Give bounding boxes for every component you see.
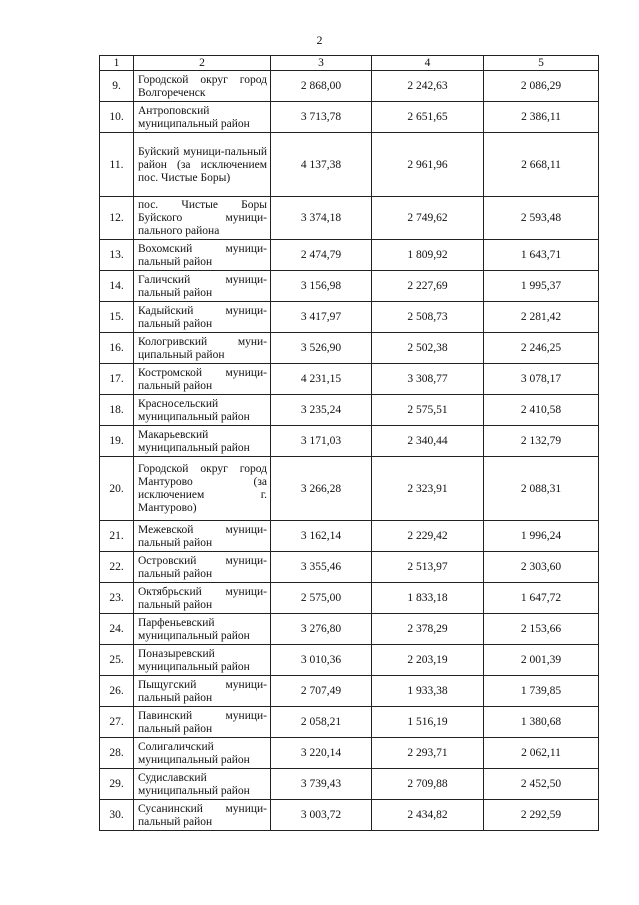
table-row	[100, 521, 599, 552]
value-col5: 2 410,58	[484, 395, 599, 426]
value-col3: 3 003,72	[271, 800, 372, 831]
district-name: Галичский муници-пальный район	[134, 271, 271, 302]
value-col5: 2 452,50	[484, 769, 599, 800]
row-number: 25.	[100, 645, 134, 676]
value-col4: 2 575,51	[372, 395, 484, 426]
value-col3: 3 220,14	[271, 738, 372, 769]
row-number: 24.	[100, 614, 134, 645]
row-number: 27.	[100, 707, 134, 738]
value-col5: 2 668,11	[484, 133, 599, 197]
row-number: 13.	[100, 240, 134, 271]
row-number: 12.	[100, 197, 134, 240]
district-name: Островский муници-пальный район	[134, 552, 271, 583]
district-name: Кадыйский муници-пальный район	[134, 302, 271, 333]
value-col5: 2 292,59	[484, 800, 599, 831]
value-col5: 3 078,17	[484, 364, 599, 395]
district-name: Макарьевский муниципальный район	[134, 426, 271, 457]
table-row	[100, 395, 599, 426]
table-row	[100, 364, 599, 395]
value-col4: 2 502,38	[372, 333, 484, 364]
value-col5: 2 386,11	[484, 102, 599, 133]
value-col5: 2 062,11	[484, 738, 599, 769]
row-number: 11.	[100, 133, 134, 197]
value-col5: 1 995,37	[484, 271, 599, 302]
header-cell: 1	[100, 56, 134, 71]
value-col4: 1 933,38	[372, 676, 484, 707]
value-col4: 2 323,91	[372, 457, 484, 521]
value-col3: 2 707,49	[271, 676, 372, 707]
table-row	[100, 552, 599, 583]
value-col5: 2 303,60	[484, 552, 599, 583]
value-col3: 2 868,00	[271, 71, 372, 102]
value-col3: 2 474,79	[271, 240, 372, 271]
value-col3: 3 276,80	[271, 614, 372, 645]
row-number: 18.	[100, 395, 134, 426]
header-cell: 5	[484, 56, 599, 71]
row-number: 9.	[100, 71, 134, 102]
value-col3: 2 575,00	[271, 583, 372, 614]
value-col5: 2 593,48	[484, 197, 599, 240]
row-number: 16.	[100, 333, 134, 364]
district-name: Кологривский муни-ципальный район	[134, 333, 271, 364]
value-col3: 3 355,46	[271, 552, 372, 583]
value-col3: 3 417,97	[271, 302, 372, 333]
row-number: 15.	[100, 302, 134, 333]
value-col4: 2 378,29	[372, 614, 484, 645]
value-col4: 1 833,18	[372, 583, 484, 614]
header-cell: 3	[271, 56, 372, 71]
row-number: 30.	[100, 800, 134, 831]
district-name: Вохомский муници-пальный район	[134, 240, 271, 271]
row-number: 22.	[100, 552, 134, 583]
value-col4: 2 293,71	[372, 738, 484, 769]
value-col3: 3 739,43	[271, 769, 372, 800]
row-number: 23.	[100, 583, 134, 614]
value-col3: 3 162,14	[271, 521, 372, 552]
tariff-table	[99, 55, 599, 831]
value-col4: 2 340,44	[372, 426, 484, 457]
value-col4: 2 227,69	[372, 271, 484, 302]
row-number: 19.	[100, 426, 134, 457]
row-number: 10.	[100, 102, 134, 133]
table-body	[100, 56, 599, 831]
table-row	[100, 271, 599, 302]
value-col4: 1 809,92	[372, 240, 484, 271]
value-col3: 4 231,15	[271, 364, 372, 395]
value-col5: 2 001,39	[484, 645, 599, 676]
row-number: 14.	[100, 271, 134, 302]
page-number: 2	[316, 33, 323, 47]
value-col5: 1 643,71	[484, 240, 599, 271]
table-row	[100, 645, 599, 676]
value-col5: 1 996,24	[484, 521, 599, 552]
value-col5: 1 380,68	[484, 707, 599, 738]
value-col3: 3 266,28	[271, 457, 372, 521]
table-row	[100, 800, 599, 831]
header-cell: 2	[134, 56, 271, 71]
value-col3: 2 058,21	[271, 707, 372, 738]
table-row	[100, 583, 599, 614]
district-name: Октябрьский муници-пальный район	[134, 583, 271, 614]
value-col4: 2 242,63	[372, 71, 484, 102]
row-number: 26.	[100, 676, 134, 707]
district-name: Судиславский муниципальный район	[134, 769, 271, 800]
value-col3: 3 374,18	[271, 197, 372, 240]
table-row	[100, 197, 599, 240]
table-row	[100, 676, 599, 707]
table-row	[100, 769, 599, 800]
value-col4: 2 961,96	[372, 133, 484, 197]
table-row	[100, 240, 599, 271]
district-name: Парфеньевский муниципальный район	[134, 614, 271, 645]
district-name: Городской округ город Мантурово (за исключением г. Мантурово)	[134, 457, 271, 521]
table-row	[100, 738, 599, 769]
district-name: Антроповский муниципальный район	[134, 102, 271, 133]
table-row	[100, 426, 599, 457]
value-col3: 3 010,36	[271, 645, 372, 676]
table-row	[100, 457, 599, 521]
district-name: Павинский муници-пальный район	[134, 707, 271, 738]
value-col5: 2 132,79	[484, 426, 599, 457]
table-row	[100, 133, 599, 197]
value-col4: 2 651,65	[372, 102, 484, 133]
district-name: Красносельский муниципальный район	[134, 395, 271, 426]
value-col3: 3 235,24	[271, 395, 372, 426]
table-row	[100, 102, 599, 133]
table-row	[100, 707, 599, 738]
header-cell: 4	[372, 56, 484, 71]
value-col4: 3 308,77	[372, 364, 484, 395]
value-col4: 2 749,62	[372, 197, 484, 240]
value-col4: 1 516,19	[372, 707, 484, 738]
district-name: пос. Чистые Боры Буйского муници-пального района	[134, 197, 271, 240]
row-number: 21.	[100, 521, 134, 552]
value-col4: 2 709,88	[372, 769, 484, 800]
district-name: Межевской муници-пальный район	[134, 521, 271, 552]
row-number: 17.	[100, 364, 134, 395]
value-col3: 3 156,98	[271, 271, 372, 302]
value-col3: 3 713,78	[271, 102, 372, 133]
value-col5: 1 647,72	[484, 583, 599, 614]
value-col5: 2 153,66	[484, 614, 599, 645]
value-col5: 2 086,29	[484, 71, 599, 102]
district-name: Буйский муници-пальный район (за исключением пос. Чистые Боры)	[134, 133, 271, 197]
district-name: Пыщугский муници-пальный район	[134, 676, 271, 707]
table-row	[100, 71, 599, 102]
district-name: Городской округ город Волгореченск	[134, 71, 271, 102]
district-name: Костромской муници-пальный район	[134, 364, 271, 395]
value-col3: 3 526,90	[271, 333, 372, 364]
district-name: Солигаличский муниципальный район	[134, 738, 271, 769]
row-number: 28.	[100, 738, 134, 769]
row-number: 29.	[100, 769, 134, 800]
value-col4: 2 513,97	[372, 552, 484, 583]
value-col3: 4 137,38	[271, 133, 372, 197]
table-row	[100, 302, 599, 333]
value-col5: 2 246,25	[484, 333, 599, 364]
value-col5: 2 281,42	[484, 302, 599, 333]
value-col3: 3 171,03	[271, 426, 372, 457]
district-name: Сусанинский муници-пальный район	[134, 800, 271, 831]
value-col4: 2 229,42	[372, 521, 484, 552]
district-name: Поназыревский муниципальный район	[134, 645, 271, 676]
value-col5: 2 088,31	[484, 457, 599, 521]
value-col5: 1 739,85	[484, 676, 599, 707]
value-col4: 2 203,19	[372, 645, 484, 676]
row-number: 20.	[100, 457, 134, 521]
table-row	[100, 333, 599, 364]
table-row	[100, 614, 599, 645]
column-number-header	[100, 56, 599, 71]
value-col4: 2 434,82	[372, 800, 484, 831]
value-col4: 2 508,73	[372, 302, 484, 333]
